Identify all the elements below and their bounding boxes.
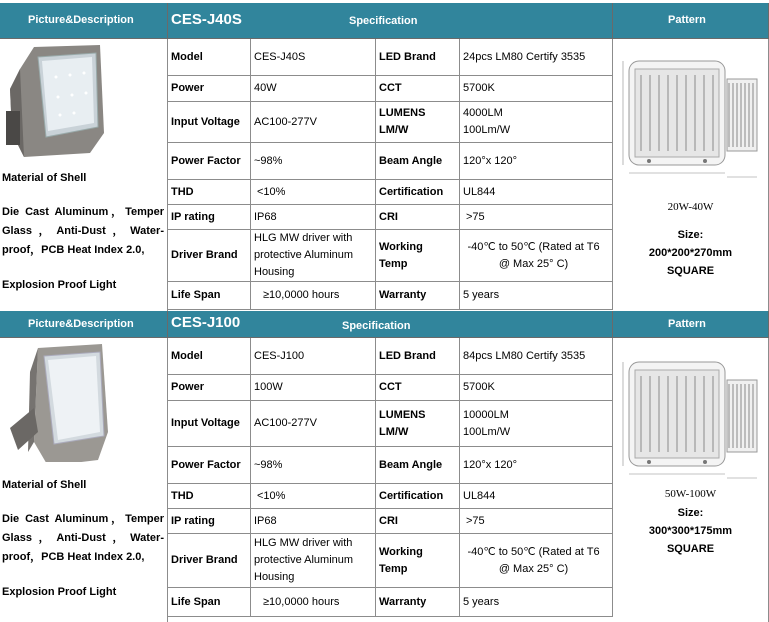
spec-label: Input Voltage — [168, 401, 251, 447]
explosion-proof-label: Explosion Proof Light — [2, 279, 117, 291]
size-value: 200*200*270mm — [648, 247, 733, 259]
pattern-cell — [613, 39, 769, 311]
spec-value-2: UL844 — [460, 180, 613, 205]
pattern-title: Pattern — [668, 14, 706, 26]
material-description: Die Cast Aluminum，Temper Glass，Anti-Dust，Water-proof，PCB Heat Index 2.0, — [2, 513, 164, 563]
spec-label-2: Certification — [376, 180, 460, 205]
header-pattern — [613, 311, 769, 338]
spec-value-2: >75 — [460, 509, 613, 534]
spec-label-2: CCT — [376, 375, 460, 401]
spec-value-2: 24pcs LM80 Certify 3535 — [460, 39, 613, 76]
spec-label-2: Warranty — [376, 588, 460, 617]
spec-value: 100W — [251, 375, 376, 401]
product-block — [0, 311, 769, 622]
spec-label-2: CRI — [376, 509, 460, 534]
spec-value: ~98% — [251, 143, 376, 180]
spec-value: CES-J100 — [251, 338, 376, 375]
spec-value-2: -40℃ to 50℃ (Rated at T6 @ Max 25° C) — [460, 230, 613, 282]
specification-title: Specification — [349, 15, 418, 27]
product-photo — [8, 342, 108, 462]
size-label: Size: — [677, 229, 704, 241]
picture-description-title: Picture&Description — [28, 14, 134, 26]
spec-value-2: >75 — [460, 205, 613, 230]
spec-value-2: 4000LM 100Lm/W — [460, 102, 613, 143]
spec-label-2: LUMENS LM/W — [376, 401, 460, 447]
spec-label: Life Span — [168, 588, 251, 617]
header-picture — [0, 3, 168, 39]
spec-value-2: 120°x 120° — [460, 447, 613, 484]
spec-label-2: Working Temp — [376, 534, 460, 588]
material-description: Die Cast Aluminum，Temper Glass，Anti-Dust，Water-proof，PCB Heat Index 2.0, — [2, 206, 164, 256]
spec-value: <10% — [251, 484, 376, 509]
size-value: 300*300*175mm — [648, 525, 733, 537]
header-picture — [0, 311, 168, 338]
spec-value-2: 84pcs LM80 Certify 3535 — [460, 338, 613, 375]
spec-label-2: Certification — [376, 484, 460, 509]
spec-value: ≥10,0000 hours — [251, 282, 376, 310]
spec-label: Driver Brand — [168, 230, 251, 282]
spec-label-2: LUMENS LM/W — [376, 102, 460, 143]
spec-label-2: LED Brand — [376, 39, 460, 76]
spec-label-2: Beam Angle — [376, 447, 460, 484]
spec-label: Power — [168, 375, 251, 401]
spec-label: Power — [168, 76, 251, 102]
spec-value-2: 120°x 120° — [460, 143, 613, 180]
shape-label: SQUARE — [666, 543, 715, 555]
spec-label: IP rating — [168, 509, 251, 534]
spec-value: IP68 — [251, 205, 376, 230]
spec-value: CES-J40S — [251, 39, 376, 76]
spec-label-2: CCT — [376, 76, 460, 102]
spec-label: Life Span — [168, 282, 251, 310]
spec-label: THD — [168, 180, 251, 205]
spec-value: HLG MW driver with protective Aluminum Housing — [251, 534, 376, 588]
material-of-shell-title: Material of Shell — [2, 172, 87, 184]
picture-description-title: Picture&Description — [28, 318, 134, 330]
spec-value-2: 5 years — [460, 588, 613, 617]
spec-value: HLG MW driver with protective Aluminum Housing — [251, 230, 376, 282]
wattage-range: 50W-100W — [664, 488, 717, 500]
spec-value: <10% — [251, 180, 376, 205]
size-label: Size: — [677, 507, 704, 519]
explosion-proof-label: Explosion Proof Light — [2, 586, 117, 598]
spec-value: AC100-277V — [251, 102, 376, 143]
spec-label-2: Working Temp — [376, 230, 460, 282]
picture-description-cell — [0, 338, 168, 622]
spec-value: ≥10,0000 hours — [251, 588, 376, 617]
spec-value: IP68 — [251, 509, 376, 534]
spec-label: Power Factor — [168, 143, 251, 180]
wattage-range: 20W-40W — [667, 201, 714, 213]
spec-label-2: LED Brand — [376, 338, 460, 375]
shape-label: SQUARE — [666, 265, 715, 277]
spec-label: Input Voltage — [168, 102, 251, 143]
material-of-shell-title: Material of Shell — [2, 479, 87, 491]
model-title: CES-J100 — [171, 314, 241, 331]
spec-label: THD — [168, 484, 251, 509]
product-block — [0, 3, 769, 311]
spec-value-2: UL844 — [460, 484, 613, 509]
spec-value: ~98% — [251, 447, 376, 484]
header-specification — [168, 3, 613, 39]
pattern-cell — [613, 338, 769, 622]
dimension-drawing — [617, 354, 767, 484]
product-photo — [4, 41, 104, 161]
spec-value-2: 10000LM 100Lm/W — [460, 401, 613, 447]
spec-value-2: -40℃ to 50℃ (Rated at T6 @ Max 25° C) — [460, 534, 613, 588]
pattern-title: Pattern — [668, 318, 706, 330]
spec-value: AC100-277V — [251, 401, 376, 447]
header-pattern — [613, 3, 769, 39]
picture-description-cell — [0, 39, 168, 311]
specification-title: Specification — [342, 320, 411, 332]
spec-value: 40W — [251, 76, 376, 102]
spec-value-2: 5700K — [460, 76, 613, 102]
header-specification — [168, 311, 613, 338]
model-title: CES-J40S — [171, 11, 242, 28]
spec-label: Power Factor — [168, 447, 251, 484]
spec-value-2: 5 years — [460, 282, 613, 310]
spec-label: Model — [168, 39, 251, 76]
dimension-drawing — [617, 53, 767, 183]
spec-value-2: 5700K — [460, 375, 613, 401]
spec-label-2: Warranty — [376, 282, 460, 310]
spec-label: Driver Brand — [168, 534, 251, 588]
spec-label: Model — [168, 338, 251, 375]
spec-label: IP rating — [168, 205, 251, 230]
spec-label-2: Beam Angle — [376, 143, 460, 180]
spec-label-2: CRI — [376, 205, 460, 230]
